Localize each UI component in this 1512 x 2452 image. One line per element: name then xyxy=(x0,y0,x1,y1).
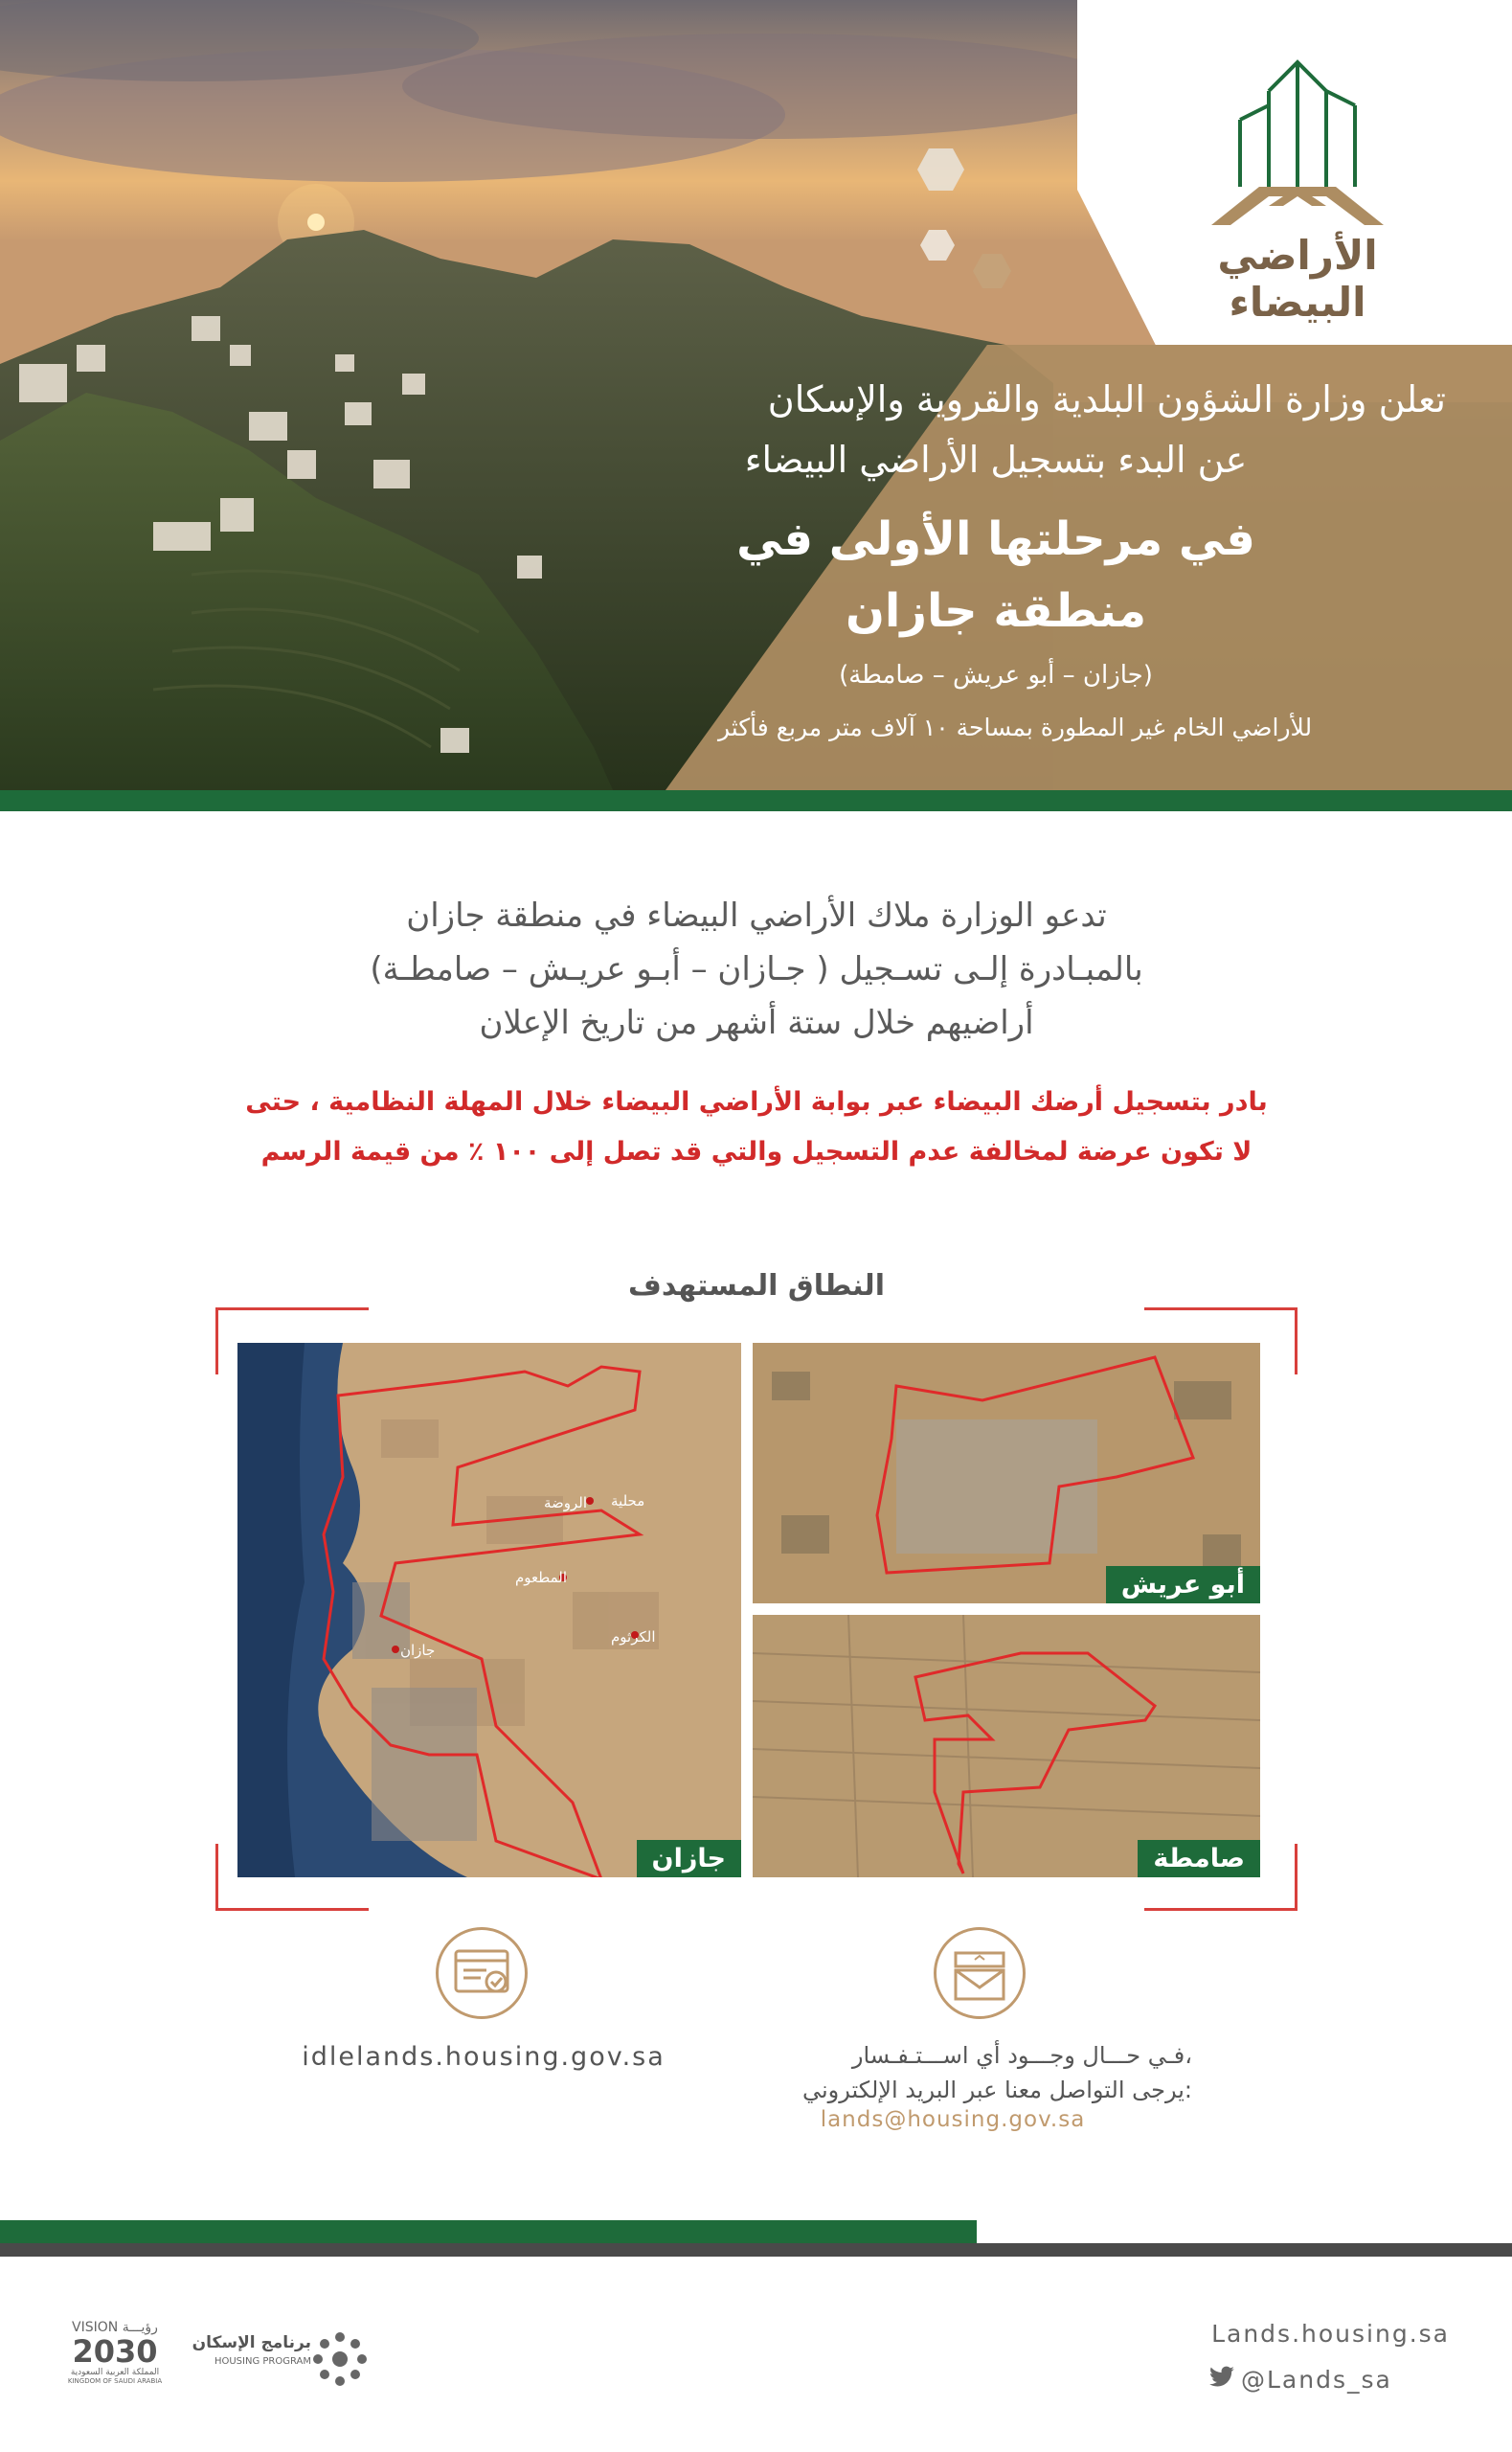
logo-text: الأراضي البيضاء xyxy=(1217,232,1378,326)
map-place-label: الكرثوم xyxy=(611,1628,656,1646)
map-samtah xyxy=(753,1615,1260,1877)
announcement-cities: (جازان – أبو عريش – صامطة) xyxy=(839,661,1153,690)
email-link[interactable]: lands@housing.gov.sa xyxy=(820,2107,1086,2132)
map-jazan xyxy=(237,1343,741,1877)
program-en: HOUSING PROGRAM xyxy=(214,2356,311,2367)
footer-green-bar xyxy=(0,2220,977,2245)
idle-lands-logo-icon xyxy=(1202,53,1393,235)
twitter-handle[interactable]: @Lands_sa xyxy=(1241,2366,1392,2394)
footer-site-link[interactable]: Lands.housing.sa xyxy=(1211,2320,1450,2348)
website-icon-circle xyxy=(436,1927,528,2019)
map-label-jazan: جازان xyxy=(637,1840,741,1877)
inquiry-line-1: فـي حـــال وجـــود أي اســـتـفـسار، xyxy=(851,2042,1192,2069)
map-place-label: محلية xyxy=(611,1492,645,1510)
warning-line-2: لا تكون عرضة لمخالفة عدم التسجيل والتي قد تصل إلى ١٠٠ ٪ من قيمة الرسم xyxy=(260,1137,1252,1167)
invitation-text xyxy=(230,889,1283,1050)
warning-line-1: بادر بتسجيل أرضك البيضاء عبر بوابة الأراضي البيضاء خلال المهلة النظامية ، حتى xyxy=(245,1087,1268,1117)
announcement-headline-2: منطقة جازان xyxy=(845,584,1147,638)
invitation-line-1: تدعو الوزارة ملاك الأراضي البيضاء في منطقة جازان xyxy=(406,897,1107,935)
invitation-line-3: أراضيهم خلال ستة أشهر من تاريخ الإعلان xyxy=(479,1004,1034,1042)
announcement-headline-1: في مرحلتها الأولى في xyxy=(736,512,1255,566)
map-place-label: جازان xyxy=(400,1642,436,1659)
invitation-line-2: (جـازان – أبـو عريـش – صامطـة ) بالمبـادرة إلـى تسـجيل xyxy=(370,950,1143,988)
email-icon-circle xyxy=(934,1927,1026,2019)
program-ar: برنامج الإسكان xyxy=(192,2333,311,2352)
email-envelope-icon xyxy=(937,1930,1023,2016)
vision-sub-en: KINGDOM OF SAUDI ARABIA xyxy=(67,2377,163,2385)
announcement-note: للأراضي الخام غير المطورة بمساحة ١٠ آلاف متر مربع فأكثر xyxy=(717,714,1313,741)
map-abu-arish xyxy=(753,1343,1260,1603)
twitter-icon xyxy=(1208,2366,1235,2389)
vision-sub-ar: المملكة العربية السعودية xyxy=(70,2368,160,2377)
scope-title: النطاق المستهدف xyxy=(628,1269,885,1303)
vision-year: 2030 xyxy=(72,2333,158,2370)
vision-label: VISION رؤيـــة xyxy=(72,2320,158,2335)
inquiry-line-2: يرجى التواصل معنا عبر البريد الإلكتروني: xyxy=(801,2077,1192,2103)
warning-text xyxy=(172,1078,1341,1177)
housing-program-logo xyxy=(187,2333,311,2367)
footer-grey-bar xyxy=(0,2243,1512,2257)
hero-banner xyxy=(0,0,1512,790)
map-label-abu-arish: أبو عريش xyxy=(1106,1566,1260,1603)
housing-program-emblem-icon xyxy=(308,2327,372,2391)
map-place-label: المطعوم xyxy=(515,1569,567,1586)
website-link[interactable]: idlelands.housing.gov.sa xyxy=(302,2042,666,2072)
vision-2030-logo xyxy=(57,2320,172,2385)
announcement-line-1: تعلن وزارة الشؤون البلدية والقروية والإسكان xyxy=(767,378,1446,420)
map-label-samtah: صامطة xyxy=(1138,1840,1260,1877)
map-place-label: الروضة xyxy=(544,1494,588,1511)
browser-check-icon xyxy=(439,1930,525,2016)
hero-bottom-bar xyxy=(0,790,1512,811)
hexagon-decoration xyxy=(900,144,1034,316)
announcement-line-2: عن البدء بتسجيل الأراضي البيضاء xyxy=(744,439,1248,481)
